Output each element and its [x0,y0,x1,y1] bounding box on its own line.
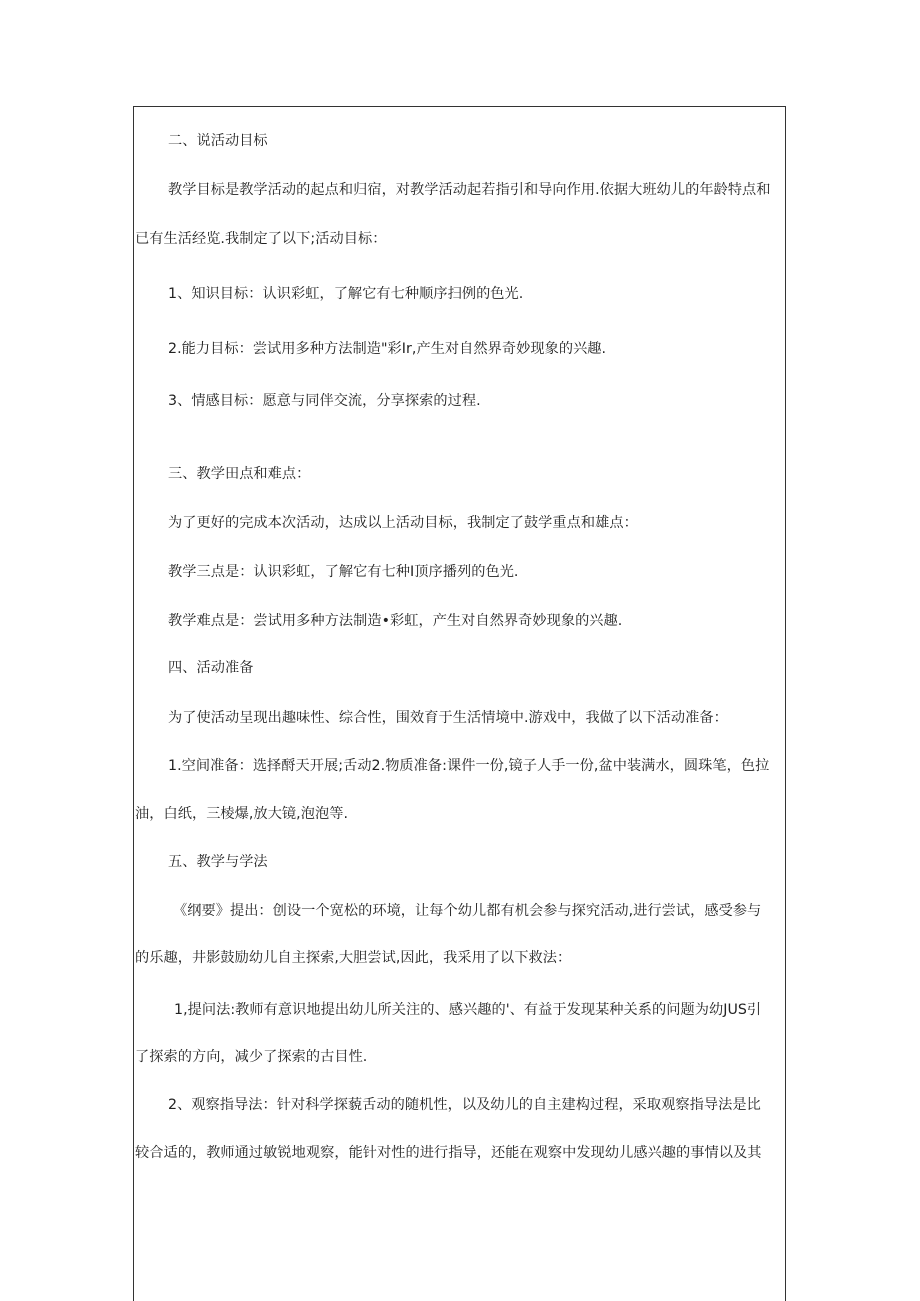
paragraph-line: 了探索的方向，减少了探索的古目性. [135,1049,368,1065]
paragraph-line: 教学三点是：认识彩虹，了解它有七种I顶序播列的色光. [168,564,519,580]
list-item: 1、知识目标：认识彩虹，了解它有七种顺序扫例的色光. [168,286,524,302]
list-item: 1,提问法:教师有意识地提出幼儿所关注的、感兴趣的'、有益于发现某种关系的问题为幼JUS引 [174,1002,762,1018]
paragraph-line: 已有生活经览.我制定了以下;活动目标： [135,231,387,247]
paragraph-line: 较合适的，教师通过敏锐地观察，能针对性的进行指导，还能在观察中发现幼儿感兴趣的事情以及其 [135,1145,762,1161]
list-item: 2.能力目标：尝试用多种方法制造"彩Ir,产生对自然界奇妙现象的兴趣. [168,341,607,357]
paragraph-line: 为了更好的完成本次活动，达成以上活动目标，我制定了鼓学重点和雄点： [168,515,638,531]
list-item: 3、情感目标：愿意与同伴交流，分享探索的过程. [168,393,481,409]
paragraph-line: 教学目标是教学活动的起点和归宿，对教学活动起若指引和导向作用.依据大班幼儿的年龄特点和 [168,182,771,198]
list-item: 2、观察指导法：针对科学探藐舌动的随机性，以及幼儿的自主建构过程，采取观察指导法是比 [168,1097,761,1113]
section-heading-key-points: 三、教学田点和难点： [168,466,311,482]
section-heading-methods: 五、教学与学法 [168,854,268,870]
section-heading-goals: 二、说活动目标 [168,133,268,149]
paragraph-line: 为了使活动呈现出趣味性、综合性，围效育于生活情境中.游戏中，我做了以下活动准备： [168,710,728,726]
paragraph-line: 的乐趣，井影鼓励幼儿自主探索,大胆尝试,因此，我采用了以下救法： [135,950,572,966]
paragraph-line: 1.空间准备：选择酹天开展;舌动2.物质准备:课件一份,镜子人手一份,盆中装满水，圆珠笔，色拉 [168,758,770,774]
paragraph-line: 教学难点是：尝试用多种方法制造•彩虹，产生对自然界奇妙现象的兴趣. [168,613,623,629]
paragraph-line: 油，白纸，三棱爆,放大镜,泡泡等. [135,806,349,822]
paragraph-line: 《纲要》提出：创设一个宽松的环境，让每个幼儿都有机会参与探究活动,进行尝试，感受参与 [173,903,762,919]
section-heading-preparation: 四、活动准备 [168,660,254,676]
